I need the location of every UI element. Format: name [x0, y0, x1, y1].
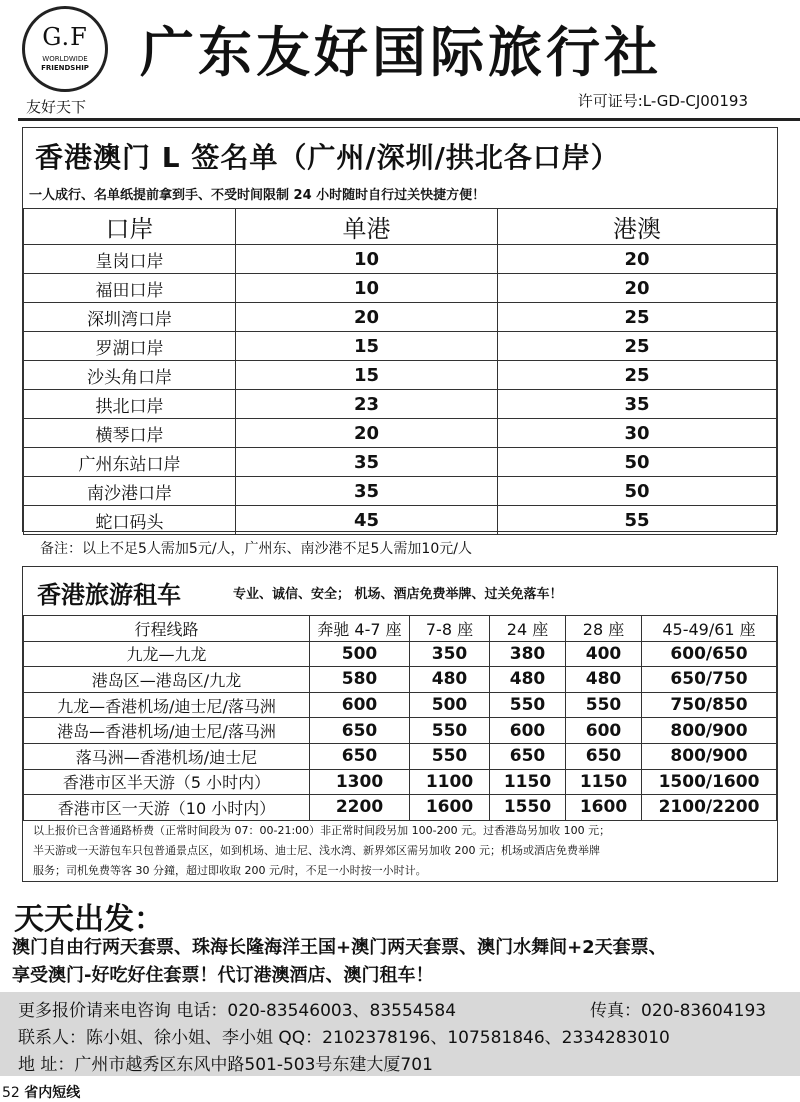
car-rental-section	[22, 566, 778, 882]
hk-price: 15	[236, 361, 498, 390]
hkmo-price: 50	[498, 448, 777, 477]
column-header: 单港	[236, 209, 498, 245]
route: 香港市区一天游（10 小时内）	[24, 795, 310, 821]
hk-price: 20	[236, 419, 498, 448]
license-number: 许可证号:L-GD-CJ00193	[577, 92, 748, 110]
table-row	[24, 274, 777, 303]
price: 750/850	[642, 692, 777, 718]
car-note-line: 服务；司机免费等客 30 分鐘，超过即收取 200 元/时，不足一小时按一小时计。	[33, 864, 427, 877]
page-number: 52	[2, 1085, 20, 1101]
car-note-line: 以上报价已含普通路桥费（正常时间段为 07：00-21:00）非正常时间段另加 100-200 元。过香港岛另加收 100 元；	[33, 824, 611, 837]
price: 600	[566, 718, 642, 744]
price: 600/650	[642, 641, 777, 667]
table-row	[24, 769, 777, 795]
hk-price: 35	[236, 477, 498, 506]
port-name: 沙头角口岸	[24, 361, 236, 390]
daily-line: 澳门自由行两天套票、珠海长隆海洋王国+澳门两天套票、澳门水舞间+2天套票、	[12, 937, 667, 958]
price: 650	[310, 743, 410, 769]
price: 650/750	[642, 667, 777, 693]
hkmo-price: 55	[498, 506, 777, 535]
fax-info: 传真：020-83604193	[590, 1001, 767, 1021]
daily-departure-title: 天天出发：	[14, 902, 164, 937]
price: 650	[566, 743, 642, 769]
table-row	[24, 390, 777, 419]
visa-remark: 备注：以上不足5人需加5元/人，广州东、南沙港不足5人需加10元/人	[40, 541, 472, 557]
car-subtitle: 专业、诚信、安全； 机场、酒店免费举牌、过关免落车！	[233, 587, 563, 602]
port-name: 罗湖口岸	[24, 332, 236, 361]
column-header: 口岸	[24, 209, 236, 245]
table-row	[24, 506, 777, 535]
price: 2200	[310, 795, 410, 821]
hk-price: 15	[236, 332, 498, 361]
table-row	[24, 303, 777, 332]
header-divider	[18, 118, 800, 121]
slogan: 友好天下	[26, 98, 87, 116]
price: 480	[490, 667, 566, 693]
price: 800/900	[642, 743, 777, 769]
port-name: 横琴口岸	[24, 419, 236, 448]
port-name: 深圳湾口岸	[24, 303, 236, 332]
daily-line: 享受澳门-好吃好住套票！代订港澳酒店、澳门租车！	[12, 965, 434, 986]
car-title: 香港旅游租车	[37, 581, 181, 609]
car-note-line: 半天游或一天游包车只包普通景点区，如到机场、迪士尼、浅水湾、新界郊区需另加收 200 元；机场或酒店免费举牌	[33, 844, 600, 857]
table-header-row	[24, 209, 777, 245]
price: 1550	[490, 795, 566, 821]
hk-price: 45	[236, 506, 498, 535]
hkmo-price: 25	[498, 303, 777, 332]
price: 1600	[566, 795, 642, 821]
hkmo-price: 20	[498, 274, 777, 303]
logo-subtext-1: WORLDWIDE	[42, 55, 88, 63]
hk-price: 10	[236, 245, 498, 274]
table-row	[24, 641, 777, 667]
price: 2100/2200	[642, 795, 777, 821]
column-header: 7-8 座	[410, 616, 490, 642]
price: 400	[566, 641, 642, 667]
port-name: 广州东站口岸	[24, 448, 236, 477]
price: 1500/1600	[642, 769, 777, 795]
port-name: 皇岗口岸	[24, 245, 236, 274]
hk-price: 23	[236, 390, 498, 419]
column-header: 28 座	[566, 616, 642, 642]
price: 600	[490, 718, 566, 744]
hkmo-price: 25	[498, 332, 777, 361]
route: 港岛区—港岛区/九龙	[24, 667, 310, 693]
price: 550	[490, 692, 566, 718]
price: 380	[490, 641, 566, 667]
price: 350	[410, 641, 490, 667]
table-row	[24, 332, 777, 361]
price: 1300	[310, 769, 410, 795]
price: 1150	[490, 769, 566, 795]
inquiry-row	[18, 996, 456, 1021]
price: 550	[410, 743, 490, 769]
price: 1150	[566, 769, 642, 795]
price: 800/900	[642, 718, 777, 744]
price: 550	[410, 718, 490, 744]
column-header: 港澳	[498, 209, 777, 245]
logo-text: G.F	[42, 23, 88, 51]
price: 650	[310, 718, 410, 744]
visa-note: 一人成行、名单纸提前拿到手、不受时间限制 24 小时随时自行过关快捷方便！	[29, 188, 486, 203]
table-header-row	[24, 616, 777, 642]
route: 九龙—香港机场/迪士尼/落马洲	[24, 692, 310, 718]
company-name: 广东友好国际旅行社	[140, 20, 662, 84]
table-row	[24, 718, 777, 744]
hkmo-price: 20	[498, 245, 777, 274]
price: 650	[490, 743, 566, 769]
daily-departure-text	[12, 934, 798, 990]
table-row	[24, 795, 777, 821]
page-section: 省内短线	[24, 1085, 81, 1101]
column-header: 24 座	[490, 616, 566, 642]
price: 1600	[410, 795, 490, 821]
price: 550	[566, 692, 642, 718]
port-name: 拱北口岸	[24, 390, 236, 419]
price: 480	[566, 667, 642, 693]
price: 600	[310, 692, 410, 718]
page-footer	[2, 1082, 80, 1102]
visa-price-table	[23, 208, 777, 535]
phone-info: 更多报价请来电咨询 电话：020-83546003、83554584	[18, 1001, 457, 1021]
column-header: 奔驰 4-7 座	[310, 616, 410, 642]
price: 480	[410, 667, 490, 693]
logo-subtext-2: FRIENDSHIP	[41, 64, 89, 72]
port-name: 蛇口码头	[24, 506, 236, 535]
table-row	[24, 743, 777, 769]
price: 1100	[410, 769, 490, 795]
header	[0, 0, 800, 120]
table-row	[24, 667, 777, 693]
port-name: 福田口岸	[24, 274, 236, 303]
route: 落马洲—香港机场/迪士尼	[24, 743, 310, 769]
table-row	[24, 419, 777, 448]
route: 港岛—香港机场/迪士尼/落马洲	[24, 718, 310, 744]
company-logo	[22, 6, 108, 92]
column-header: 行程线路	[24, 616, 310, 642]
table-row	[24, 477, 777, 506]
table-row	[24, 245, 777, 274]
hkmo-price: 25	[498, 361, 777, 390]
column-header: 45-49/61 座	[642, 616, 777, 642]
contact-footer	[0, 992, 800, 1076]
visa-title: 香港澳门 L 签名单（广州/深圳/拱北各口岸）	[35, 141, 620, 174]
table-row	[24, 448, 777, 477]
hk-price: 20	[236, 303, 498, 332]
hk-price: 10	[236, 274, 498, 303]
hkmo-price: 30	[498, 419, 777, 448]
contact-persons: 联系人：陈小姐、徐小姐、李小姐 QQ：2102378196、107581846、2334283010	[18, 1028, 670, 1048]
visa-section	[22, 127, 778, 532]
car-notes	[33, 821, 773, 881]
route: 九龙—九龙	[24, 641, 310, 667]
price: 580	[310, 667, 410, 693]
hkmo-price: 35	[498, 390, 777, 419]
hkmo-price: 50	[498, 477, 777, 506]
price: 500	[310, 641, 410, 667]
route: 香港市区半天游（5 小时内）	[24, 769, 310, 795]
hk-price: 35	[236, 448, 498, 477]
table-row	[24, 361, 777, 390]
price: 500	[410, 692, 490, 718]
car-price-table	[23, 615, 777, 821]
address: 地 址：广州市越秀区东风中路501-503号东建大厦701	[18, 1055, 433, 1075]
table-row	[24, 692, 777, 718]
port-name: 南沙港口岸	[24, 477, 236, 506]
